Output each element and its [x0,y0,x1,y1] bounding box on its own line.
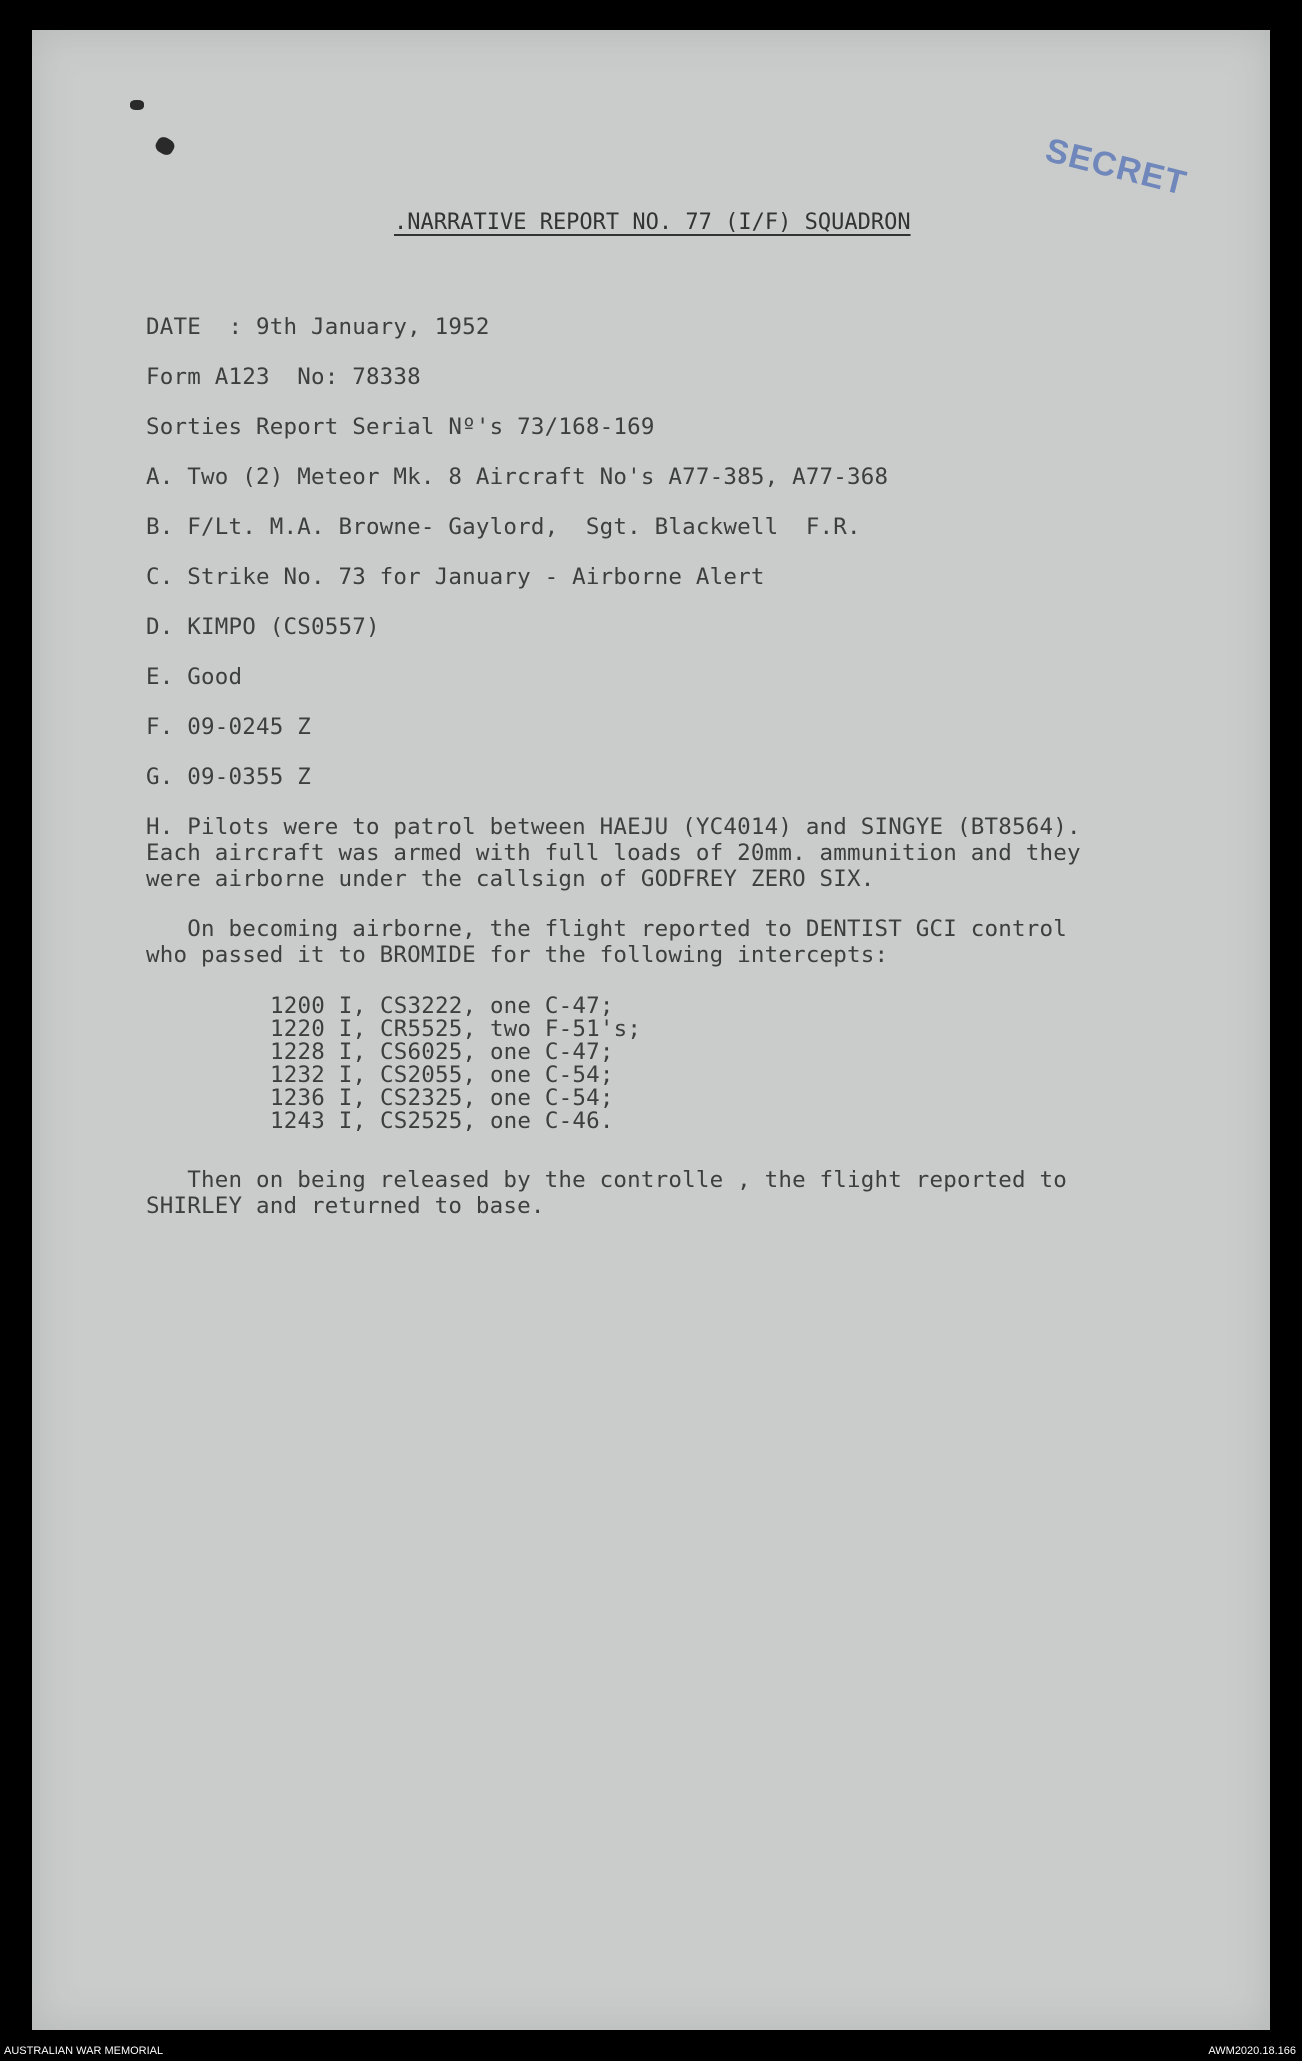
form-line: Form A123 No: 78338 [146,364,421,390]
footer-institution: AUSTRALIAN WAR MEMORIAL [4,2045,164,2057]
item-g: G. 09-0355 Z [146,764,311,790]
item-f: F. 09-0245 Z [146,714,311,740]
paragraph-line: were airborne under the callsign of GODFREY ZERO SIX. [146,866,875,892]
item-c: C. Strike No. 73 for January - Airborne Alert [146,564,765,590]
item-b: B. F/Lt. M.A. Browne- Gaylord, Sgt. Blackwell F.R. [146,514,861,540]
ink-blot [130,100,144,110]
intercept-line: 1220 I, CR5525, two F-51's; [270,1016,642,1042]
footer-reference: AWM2020.18.166 [1208,2045,1296,2057]
intercept-line: 1200 I, CS3222, one C-47; [270,993,614,1019]
paragraph-line: H. Pilots were to patrol between HAEJU (YC4014) and SINGYE (BT8564). [146,814,1081,840]
secret-stamp: SECRET [1041,131,1191,203]
item-d: D. KIMPO (CS0557) [146,614,380,640]
date-line: DATE : 9th January, 1952 [146,314,490,340]
item-a: A. Two (2) Meteor Mk. 8 Aircraft No's A77-385, A77-368 [146,464,889,490]
intercept-line: 1228 I, CS6025, one C-47; [270,1039,614,1065]
paragraph-line: SHIRLEY and returned to base. [146,1193,545,1219]
intercept-line: 1232 I, CS2055, one C-54; [270,1062,614,1088]
item-e: E. Good [146,664,243,690]
document-page [32,30,1270,2030]
sorties-line: Sorties Report Serial Nº's 73/168-169 [146,414,655,440]
intercept-line: 1243 I, CS2525, one C-46. [270,1108,614,1134]
paragraph-line: Each aircraft was armed with full loads of 20mm. ammunition and they [146,840,1081,866]
intercept-line: 1236 I, CS2325, one C-54; [270,1085,614,1111]
paragraph-line: Then on being released by the controlle , the flight reported to [146,1167,1067,1193]
ink-blot [153,135,177,158]
report-title: .NARRATIVE REPORT NO. 77 (I/F) SQUADRON [394,210,911,235]
paragraph-line: On becoming airborne, the flight reported to DENTIST GCI control [146,916,1067,942]
paragraph-line: who passed it to BROMIDE for the following intercepts: [146,942,889,968]
